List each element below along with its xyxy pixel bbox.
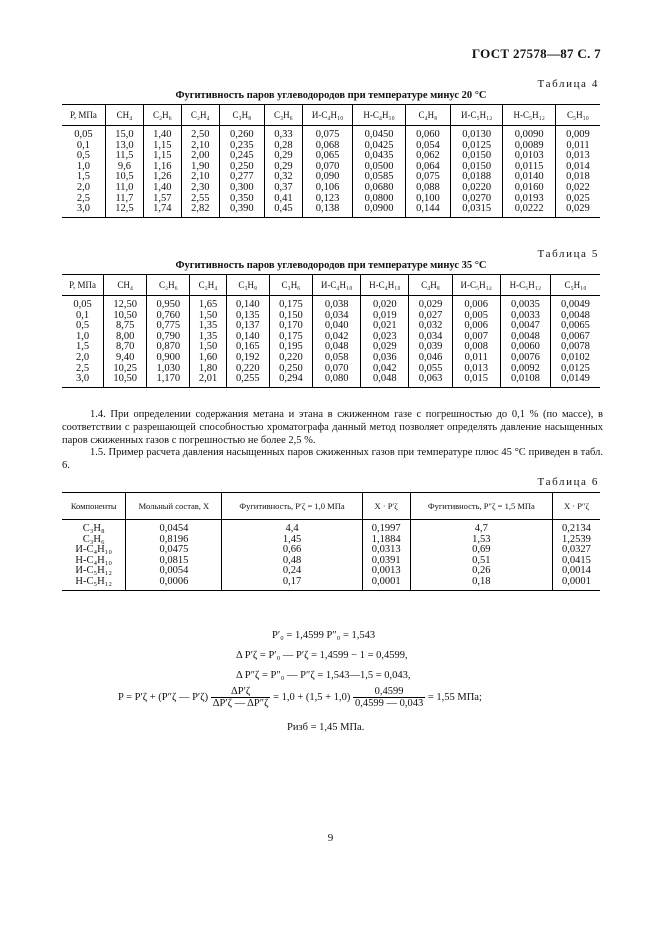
table-cell: 0,294 (269, 374, 312, 387)
table-cell: 0,0125 (450, 141, 502, 152)
table-cell: 0,0054 (126, 566, 222, 577)
table-cell: 2,82 (181, 204, 219, 217)
table-cell: 0,0001 (552, 577, 600, 590)
table-cell: 0,0585 (353, 172, 405, 183)
table-cell: 0,0014 (552, 566, 600, 577)
formula-p-left: P = P′ζ + (P″ζ — P′ζ) (118, 691, 209, 703)
column-header: И-С₅Н₁₂ (452, 275, 500, 296)
table-row (62, 535, 600, 546)
table-cell: 0,023 (361, 332, 409, 343)
fraction-2 (353, 686, 425, 709)
table-cell: 0,0680 (353, 183, 405, 194)
column-header: Фугитивность, P′ζ = 1,0 МПа (222, 493, 362, 520)
table-cell: 0,034 (409, 332, 452, 343)
fraction-1-denominator: ΔP′ζ — ΔP″ζ (212, 698, 269, 709)
table-cell: 1,5 (62, 342, 104, 353)
table-cell: 0,390 (219, 204, 264, 217)
table-cell: 0,0089 (503, 141, 555, 152)
table-cell: 0,039 (409, 342, 452, 353)
table4-label: Таблица 4 (537, 78, 599, 90)
table-cell: 0,0149 (550, 374, 600, 387)
fraction-2-denominator: 0,4599 — 0,043 (354, 698, 424, 709)
table-cell: 2,10 (181, 172, 219, 183)
table-cell: 0,063 (409, 374, 452, 387)
table-cell: 9,6 (105, 162, 143, 173)
table-cell: 0,5 (62, 151, 105, 162)
column-header: Н-С₄Н₁₀ (361, 275, 409, 296)
table-cell: 1,35 (190, 321, 226, 332)
table-cell: 0,250 (269, 364, 312, 375)
table-row (62, 545, 600, 556)
table-cell: 0,0315 (450, 204, 502, 217)
table-cell: 11,7 (105, 194, 143, 205)
table-cell: 9,40 (104, 353, 147, 364)
table-row (62, 520, 600, 535)
column-header: С₃Н₆ (269, 275, 312, 296)
column-header: Фугитивность, P″ζ = 1,5 МПа (410, 493, 552, 520)
table-cell: 0,790 (147, 332, 190, 343)
table-cell: 0,025 (555, 194, 600, 205)
table-row (62, 204, 600, 217)
table-cell: 0,18 (410, 577, 552, 590)
table-cell: 0,0435 (353, 151, 405, 162)
table-cell: 0,006 (452, 321, 500, 332)
table-cell: 0,0450 (353, 126, 405, 141)
column-header: Н-С₅Н₁₂ (500, 275, 550, 296)
fraction-1-numerator: ΔP′ζ (211, 686, 271, 698)
table-cell: 0,235 (219, 141, 264, 152)
table-cell: 0,28 (264, 141, 302, 152)
table-cell: 11,0 (105, 183, 143, 194)
table-cell: 1,90 (181, 162, 219, 173)
table-cell: 0,0270 (450, 194, 502, 205)
formula-p-result: = 1,55 МПа; (427, 691, 482, 703)
table-cell: 0,0033 (500, 311, 550, 322)
table-cell: 2,10 (181, 141, 219, 152)
table-row (62, 353, 600, 364)
table-cell: 0,1 (62, 311, 104, 322)
table-cell: 0,0391 (362, 556, 410, 567)
table-cell: 0,69 (410, 545, 552, 556)
column-header: Компоненты (62, 493, 126, 520)
table-cell: 0,054 (405, 141, 450, 152)
table-cell: 1,15 (143, 151, 181, 162)
table-cell: 0,250 (219, 162, 264, 173)
table5-label: Таблица 5 (537, 248, 599, 260)
table-cell: 0,029 (409, 296, 452, 311)
table-cell: 13,0 (105, 141, 143, 152)
table-cell: 0,140 (226, 332, 269, 343)
table5-caption: Фугитивность паров углеводородов при температуре минус 35 °С (175, 260, 487, 271)
fraction-2-numerator: 0,4599 (353, 686, 425, 698)
table-cell: 0,775 (147, 321, 190, 332)
table-cell: 0,29 (264, 162, 302, 173)
table-cell: 3,0 (62, 204, 105, 217)
table-cell: 0,220 (269, 353, 312, 364)
paragraph-1-5: 1.5. Пример расчета давления насыщенных паров сжиженных газов при температуре плюс 45 °С приведен в табл. 6. (62, 447, 603, 471)
table-cell: 0,1 (62, 141, 105, 152)
table-cell: 0,0102 (550, 353, 600, 364)
table-cell: 0,0425 (353, 141, 405, 152)
table-cell: 0,140 (226, 296, 269, 311)
table-cell: 0,5 (62, 321, 104, 332)
table-cell: 0,245 (219, 151, 264, 162)
table-cell: 0,008 (452, 342, 500, 353)
table-cell: 0,350 (219, 194, 264, 205)
column-header: Мольный состав, X (126, 493, 222, 520)
table-cell: 0,0327 (552, 545, 600, 556)
table-row (62, 126, 600, 141)
table4 (62, 104, 600, 218)
table-cell: 0,0415 (552, 556, 600, 567)
table-cell: 0,070 (302, 162, 352, 173)
column-header: Р, МПа (62, 275, 104, 296)
table-cell: 0,075 (302, 126, 352, 141)
table-cell: 1,5 (62, 172, 105, 183)
table-cell: И-С₅Н₁₂ (62, 566, 126, 577)
table-row (62, 556, 600, 567)
table-cell: Н-С₄Н₁₀ (62, 556, 126, 567)
table-cell: 0,05 (62, 126, 105, 141)
table-cell: 8,75 (104, 321, 147, 332)
formula-delta-p-prime: Δ P′ζ = P′₀ — P′ζ = 1,4599 − 1 = 0,4599, (236, 650, 408, 661)
table-cell: 0,0048 (550, 311, 600, 322)
column-header: СН₄ (105, 105, 143, 126)
column-header: X · P′ζ (362, 493, 410, 520)
table-cell: 1,60 (190, 353, 226, 364)
table-cell: Н-С₅Н₁₂ (62, 577, 126, 590)
table-cell: 0,0067 (550, 332, 600, 343)
table-cell: 0,260 (219, 126, 264, 141)
table-cell: 0,0150 (450, 151, 502, 162)
table-cell: 0,0220 (450, 183, 502, 194)
table-cell: 1,1884 (362, 535, 410, 546)
table-cell: 0,135 (226, 311, 269, 322)
table-cell: С₃Н₈ (62, 520, 126, 535)
table-cell: 0,009 (555, 126, 600, 141)
table-cell: 0,042 (361, 364, 409, 375)
table-cell: 0,0035 (500, 296, 550, 311)
paragraph-1-4: 1.4. При определении содержания метана и этана в сжиженном газе с погрешностью до 0,1 % (по массе), в соответствии с разрешающей способностью хроматографа данный метод позволяет определять давление насыщенных паров сжиженных газов с погрешностью не более 2,5 %. (62, 409, 603, 446)
table-cell: 0,255 (226, 374, 269, 387)
column-header: С₃Н₈ (219, 105, 264, 126)
table-cell: 2,55 (181, 194, 219, 205)
column-header: С₂Н₆ (143, 105, 181, 126)
table-cell: 11,5 (105, 151, 143, 162)
table-cell: 0,45 (264, 204, 302, 217)
table-cell: 0,0103 (503, 151, 555, 162)
table-cell: 1,57 (143, 194, 181, 205)
table-cell: 0,042 (313, 332, 361, 343)
table-cell: 0,32 (264, 172, 302, 183)
table-cell: 0,0076 (500, 353, 550, 364)
column-header: С₅Н₁₀ (550, 275, 600, 296)
table-cell: 1,26 (143, 172, 181, 183)
table-cell: 0,0049 (550, 296, 600, 311)
formula-p-total (118, 686, 482, 709)
table-cell: 0,24 (222, 566, 362, 577)
table-cell: 0,48 (222, 556, 362, 567)
table-cell: 1,0 (62, 162, 105, 173)
column-header: С₂Н₆ (147, 275, 190, 296)
table-cell: 0,048 (361, 374, 409, 387)
table-cell: 1,170 (147, 374, 190, 387)
column-header: И-С₅Н₁₂ (450, 105, 502, 126)
table-cell: 0,0150 (450, 162, 502, 173)
table-cell: 0,014 (555, 162, 600, 173)
table-cell: 15,0 (105, 126, 143, 141)
table-cell: 0,088 (405, 183, 450, 194)
table-cell: 0,0313 (362, 545, 410, 556)
table-cell: 1,15 (143, 141, 181, 152)
table-cell: 0,137 (226, 321, 269, 332)
table-cell: 0,33 (264, 126, 302, 141)
table-cell: 1,35 (190, 332, 226, 343)
table-cell: 0,011 (452, 353, 500, 364)
formula-p-middle: = 1,0 + (1,5 + 1,0) (273, 691, 351, 703)
table-cell: 0,0193 (503, 194, 555, 205)
table-cell: 0,007 (452, 332, 500, 343)
table-cell: 0,05 (62, 296, 104, 311)
table-cell: 0,0090 (503, 126, 555, 141)
table-cell: 0,040 (313, 321, 361, 332)
table-cell: 0,0013 (362, 566, 410, 577)
table-cell: 10,25 (104, 364, 147, 375)
table-cell: 0,0001 (362, 577, 410, 590)
table-cell: 0,021 (361, 321, 409, 332)
table-cell: 0,038 (313, 296, 361, 311)
table-cell: 0,66 (222, 545, 362, 556)
table-cell: 0,138 (302, 204, 352, 217)
table-cell: 0,0048 (500, 332, 550, 343)
table-cell: 0,058 (313, 353, 361, 364)
table-row (62, 577, 600, 590)
column-header: С₂Н₄ (190, 275, 226, 296)
table-cell: 0,080 (313, 374, 361, 387)
table6-label: Таблица 6 (537, 476, 599, 488)
column-header: И-С₄Н₁₀ (313, 275, 361, 296)
column-header: С₃Н₈ (226, 275, 269, 296)
table-cell: 0,0060 (500, 342, 550, 353)
table-cell: 0,068 (302, 141, 352, 152)
formula-p0: P′₀ = 1,4599 P″₀ = 1,543 (272, 630, 376, 641)
table-cell: 0,0047 (500, 321, 550, 332)
table-cell: 0,300 (219, 183, 264, 194)
table-cell: 0,26 (410, 566, 552, 577)
table-cell: 1,40 (143, 183, 181, 194)
table-cell: 0,760 (147, 311, 190, 322)
table-cell: 0,005 (452, 311, 500, 322)
table-cell: 0,0475 (126, 545, 222, 556)
table-cell: 0,2134 (552, 520, 600, 535)
table-cell: 0,8196 (126, 535, 222, 546)
table-cell: 0,0092 (500, 364, 550, 375)
table-cell: 0,150 (269, 311, 312, 322)
formula-p-gauge: Pизб = 1,45 МПа. (287, 722, 365, 733)
table-cell: 0,011 (555, 141, 600, 152)
table-cell: 1,53 (410, 535, 552, 546)
table-cell: 1,65 (190, 296, 226, 311)
column-header: С₄Н₈ (405, 105, 450, 126)
table-cell: 0,900 (147, 353, 190, 364)
table-cell: 0,123 (302, 194, 352, 205)
column-header: С₅Н₁₀ (555, 105, 600, 126)
fraction-1 (211, 686, 271, 709)
table-cell: 0,0454 (126, 520, 222, 535)
table-cell: 0,032 (409, 321, 452, 332)
table-cell: 0,0160 (503, 183, 555, 194)
column-header: И-С₄Н₁₀ (302, 105, 352, 126)
table-cell: 0,034 (313, 311, 361, 322)
table-cell: 0,165 (226, 342, 269, 353)
formula-delta-p-double-prime: Δ P″ζ = P″₀ — P″ζ = 1,543—1,5 = 0,043, (236, 670, 411, 681)
table-cell: 0,106 (302, 183, 352, 194)
table-cell: 0,048 (313, 342, 361, 353)
table-cell: 0,055 (409, 364, 452, 375)
table-cell: 1,80 (190, 364, 226, 375)
table-cell: 1,50 (190, 342, 226, 353)
table-cell: 0,029 (361, 342, 409, 353)
table-cell: И-С₄Н₁₀ (62, 545, 126, 556)
table-cell: 0,100 (405, 194, 450, 205)
table-cell: 0,022 (555, 183, 600, 194)
table-cell: 1,030 (147, 364, 190, 375)
table-cell: 8,70 (104, 342, 147, 353)
table-cell: 0,013 (555, 151, 600, 162)
table-cell: 0,220 (226, 364, 269, 375)
table-cell: 0,144 (405, 204, 450, 217)
table-cell: 0,006 (452, 296, 500, 311)
table-cell: 0,0125 (550, 364, 600, 375)
table-cell: 0,0108 (500, 374, 550, 387)
table-cell: 0,175 (269, 296, 312, 311)
table-row (62, 296, 600, 311)
table-cell: 2,30 (181, 183, 219, 194)
table-cell: 0,0900 (353, 204, 405, 217)
table-cell: 0,0006 (126, 577, 222, 590)
table-cell: 0,060 (405, 126, 450, 141)
table-cell: 1,74 (143, 204, 181, 217)
table-cell: 1,0 (62, 332, 104, 343)
table-cell: 10,50 (104, 374, 147, 387)
document-header: ГОСТ 27578—87 С. 7 (471, 46, 601, 61)
table-cell: 0,0500 (353, 162, 405, 173)
table-row (62, 374, 600, 387)
table-cell: 0,064 (405, 162, 450, 173)
table-cell: 2,5 (62, 194, 105, 205)
table-cell: 0,29 (264, 151, 302, 162)
table-cell: 0,013 (452, 364, 500, 375)
table-cell: 0,41 (264, 194, 302, 205)
table-cell: 2,50 (181, 126, 219, 141)
column-header: Н-С₄Н₁₀ (353, 105, 405, 126)
column-header: Р, МПа (62, 105, 105, 126)
table-cell: 0,0065 (550, 321, 600, 332)
table-cell: 0,0078 (550, 342, 600, 353)
table-cell: 3,0 (62, 374, 104, 387)
column-header: С₄Н₈ (409, 275, 452, 296)
table-cell: 0,075 (405, 172, 450, 183)
table-cell: 2,5 (62, 364, 104, 375)
table-cell: 0,062 (405, 151, 450, 162)
table-cell: 4,4 (222, 520, 362, 535)
table-cell: 1,40 (143, 126, 181, 141)
table4-caption: Фугитивность паров углеводородов при температуре минус 20 °С (175, 90, 487, 101)
table-cell: 0,029 (555, 204, 600, 217)
table-cell: 0,065 (302, 151, 352, 162)
table-cell: 0,036 (361, 353, 409, 364)
table-cell: 0,020 (361, 296, 409, 311)
column-header: X · P″ζ (552, 493, 600, 520)
table-cell: 0,0140 (503, 172, 555, 183)
table-cell: 1,2539 (552, 535, 600, 546)
column-header: С₂Н₄ (181, 105, 219, 126)
table-row (62, 566, 600, 577)
table-cell: 0,019 (361, 311, 409, 322)
table-cell: С₃Н₆ (62, 535, 126, 546)
table-cell: 0,0815 (126, 556, 222, 567)
table-cell: 0,1997 (362, 520, 410, 535)
table-cell: 1,50 (190, 311, 226, 322)
table-cell: 12,50 (104, 296, 147, 311)
table-cell: 0,0130 (450, 126, 502, 141)
table-cell: 0,0115 (503, 162, 555, 173)
table-cell: 0,018 (555, 172, 600, 183)
table-cell: 0,090 (302, 172, 352, 183)
table-cell: 8,00 (104, 332, 147, 343)
table-cell: 2,0 (62, 353, 104, 364)
table-cell: 0,070 (313, 364, 361, 375)
table6 (62, 492, 600, 591)
table-cell: 10,50 (104, 311, 147, 322)
table-cell: 2,00 (181, 151, 219, 162)
table-cell: 10,5 (105, 172, 143, 183)
table-cell: 0,950 (147, 296, 190, 311)
table-cell: 1,45 (222, 535, 362, 546)
column-header: Н-С₅Н₁₂ (503, 105, 555, 126)
table-cell: 0,027 (409, 311, 452, 322)
table5 (62, 274, 600, 388)
table-row (62, 183, 600, 194)
table-cell: 4,7 (410, 520, 552, 535)
table-cell: 2,0 (62, 183, 105, 194)
table-cell: 2,01 (190, 374, 226, 387)
table-cell: 0,175 (269, 332, 312, 343)
table-cell: 0,046 (409, 353, 452, 364)
table-cell: 0,17 (222, 577, 362, 590)
page-number: 9 (327, 832, 334, 844)
table-cell: 0,0800 (353, 194, 405, 205)
table-cell: 1,16 (143, 162, 181, 173)
table-cell: 0,0222 (503, 204, 555, 217)
table-cell: 0,170 (269, 321, 312, 332)
table-cell: 0,195 (269, 342, 312, 353)
table-cell: 0,277 (219, 172, 264, 183)
table-cell: 0,0188 (450, 172, 502, 183)
table-cell: 0,870 (147, 342, 190, 353)
table-cell: 0,015 (452, 374, 500, 387)
table-cell: 0,51 (410, 556, 552, 567)
table-cell: 0,192 (226, 353, 269, 364)
column-header: С₃Н₆ (264, 105, 302, 126)
table-cell: 12,5 (105, 204, 143, 217)
table-cell: 0,37 (264, 183, 302, 194)
column-header: СН₄ (104, 275, 147, 296)
